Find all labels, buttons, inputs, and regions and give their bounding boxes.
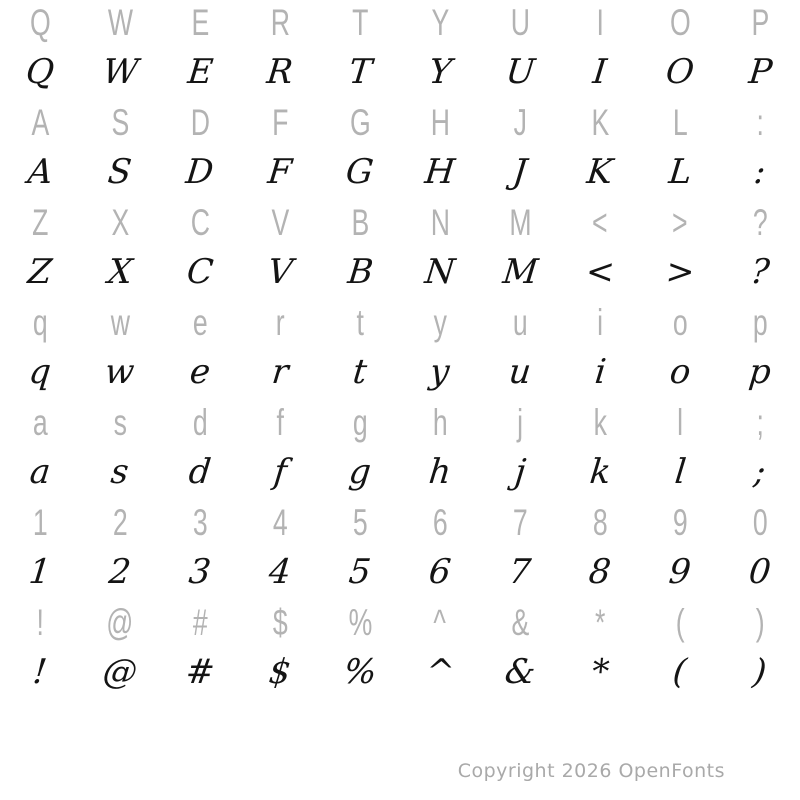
glyph: Z <box>31 201 49 243</box>
glyph: ; <box>756 401 764 443</box>
glyph-cell <box>560 52 640 92</box>
glyph-cell <box>560 552 640 592</box>
glyph: B <box>351 201 369 243</box>
glyph: f <box>271 452 289 492</box>
glyph-cell <box>400 1 480 43</box>
glyph-row-11-reference <box>0 497 800 547</box>
glyph: > <box>672 201 688 243</box>
glyph: w <box>103 352 137 392</box>
glyph: W <box>107 1 133 43</box>
glyph: W <box>100 52 140 92</box>
glyph: ( <box>671 652 689 692</box>
glyph: ) <box>755 601 765 643</box>
glyph: Y <box>426 52 454 92</box>
glyph-cell <box>160 552 240 592</box>
glyph: t <box>356 301 364 343</box>
glyph-cell <box>480 301 560 343</box>
glyph: 2 <box>107 552 133 592</box>
glyph: * <box>594 601 606 643</box>
glyph: & <box>502 652 538 692</box>
glyph: r <box>275 301 285 343</box>
glyph-cell <box>560 101 640 143</box>
glyph: I <box>596 1 604 43</box>
glyph-cell <box>720 252 800 292</box>
glyph-cell <box>320 601 400 643</box>
glyph-cell <box>240 401 320 443</box>
glyph-cell <box>80 152 160 192</box>
glyph-cell <box>560 152 640 192</box>
glyph-cell <box>320 552 400 592</box>
glyph-cell <box>400 52 480 92</box>
glyph: ) <box>751 652 769 692</box>
glyph-cell <box>320 301 400 343</box>
glyph-cell <box>80 401 160 443</box>
glyph: S <box>106 152 134 192</box>
glyph-cell <box>0 101 80 143</box>
glyph-cell <box>720 352 800 392</box>
glyph: : <box>756 101 764 143</box>
glyph-cell <box>720 601 800 643</box>
glyph-cell <box>320 201 400 243</box>
glyph: i <box>597 301 603 343</box>
glyph-cell <box>80 1 160 43</box>
glyph-cell <box>0 552 80 592</box>
glyph: P <box>751 1 769 43</box>
glyph-cell <box>240 452 320 492</box>
glyph: U <box>503 52 537 92</box>
glyph: 7 <box>512 501 528 543</box>
glyph: # <box>192 601 208 643</box>
glyph: f <box>276 401 284 443</box>
glyph-row-13-reference <box>0 597 800 647</box>
glyph-cell <box>720 401 800 443</box>
glyph-cell <box>400 201 480 243</box>
glyph-cell <box>240 101 320 143</box>
glyph: Y <box>431 1 449 43</box>
glyph-cell <box>320 1 400 43</box>
glyph: X <box>105 252 135 292</box>
glyph: 2 <box>112 501 128 543</box>
glyph: L <box>666 152 694 192</box>
glyph: O <box>669 1 691 43</box>
glyph-row-10-script <box>0 447 800 497</box>
glyph-cell <box>160 352 240 392</box>
glyph: K <box>585 152 615 192</box>
glyph-cell <box>0 652 80 692</box>
glyph-cell <box>560 601 640 643</box>
glyph: 6 <box>432 501 448 543</box>
glyph-cell <box>640 652 720 692</box>
glyph: e <box>187 352 213 392</box>
glyph: ? <box>748 252 772 292</box>
glyph-cell <box>400 352 480 392</box>
glyph: s <box>113 401 127 443</box>
glyph-cell <box>320 252 400 292</box>
glyph-cell <box>240 601 320 643</box>
glyph-cell <box>0 201 80 243</box>
glyph: 0 <box>752 501 768 543</box>
glyph-cell <box>160 252 240 292</box>
glyph-cell <box>720 301 800 343</box>
glyph: : <box>752 152 768 192</box>
glyph: D <box>190 101 210 143</box>
glyph: 6 <box>427 552 453 592</box>
glyph-cell <box>720 552 800 592</box>
glyph-cell <box>240 252 320 292</box>
glyph-row-9-reference <box>0 397 800 447</box>
glyph-cell <box>0 352 80 392</box>
glyph: ; <box>752 452 768 492</box>
glyph: k <box>587 452 613 492</box>
glyph-cell <box>0 252 80 292</box>
glyph: C <box>190 201 210 243</box>
glyph-cell <box>480 601 560 643</box>
glyph-row-2-script <box>0 47 800 97</box>
glyph: s <box>109 452 131 492</box>
glyph-cell <box>560 301 640 343</box>
glyph-cell <box>320 501 400 543</box>
glyph: T <box>351 1 369 43</box>
glyph-row-8-script <box>0 347 800 397</box>
glyph: 8 <box>587 552 613 592</box>
glyph: H <box>430 101 450 143</box>
glyph-cell <box>80 252 160 292</box>
glyph: < <box>592 201 608 243</box>
glyph-cell <box>240 501 320 543</box>
glyph: F <box>266 152 294 192</box>
glyph: N <box>430 201 450 243</box>
glyph: @ <box>100 652 140 692</box>
glyph: $ <box>272 601 288 643</box>
glyph-cell <box>480 501 560 543</box>
glyph-cell <box>160 1 240 43</box>
glyph-cell <box>80 601 160 643</box>
glyph: % <box>341 652 379 692</box>
glyph: ^ <box>423 652 457 692</box>
glyph-cell <box>480 1 560 43</box>
glyph: Q <box>23 52 57 92</box>
glyph-cell <box>640 201 720 243</box>
glyph-cell <box>640 52 720 92</box>
glyph: r <box>269 352 291 392</box>
glyph: y <box>433 301 447 343</box>
glyph: p <box>747 352 773 392</box>
glyph-cell <box>640 152 720 192</box>
glyph-row-5-reference <box>0 197 800 247</box>
glyph: M <box>508 201 532 243</box>
glyph-cell <box>320 152 400 192</box>
glyph: ! <box>31 652 49 692</box>
glyph-cell <box>320 352 400 392</box>
glyph-cell <box>640 452 720 492</box>
glyph: O <box>663 52 697 92</box>
glyph-cell <box>0 501 80 543</box>
glyph: A <box>31 101 49 143</box>
glyph-cell <box>720 52 800 92</box>
glyph-cell <box>560 1 640 43</box>
glyph-cell <box>240 352 320 392</box>
glyph-cell <box>480 401 560 443</box>
glyph: R <box>265 52 295 92</box>
glyph: p <box>752 301 768 343</box>
glyph: @ <box>106 601 134 643</box>
glyph-cell <box>320 452 400 492</box>
glyph-cell <box>560 352 640 392</box>
glyph: h <box>426 452 454 492</box>
glyph-cell <box>400 601 480 643</box>
glyph-cell <box>560 452 640 492</box>
glyph: 9 <box>667 552 693 592</box>
glyph-cell <box>160 152 240 192</box>
glyph: t <box>351 352 369 392</box>
glyph: k <box>593 401 607 443</box>
glyph: E <box>191 1 209 43</box>
glyph-row-14-script <box>0 647 800 697</box>
glyph-cell <box>720 1 800 43</box>
glyph-cell <box>480 201 560 243</box>
glyph: u <box>506 352 534 392</box>
glyph-cell <box>720 652 800 692</box>
glyph: C <box>184 252 216 292</box>
glyph-cell <box>560 501 640 543</box>
glyph-cell <box>160 401 240 443</box>
glyph: P <box>746 52 774 92</box>
glyph: A <box>25 152 55 192</box>
glyph: 9 <box>672 501 688 543</box>
glyph: G <box>349 101 371 143</box>
glyph-cell <box>400 152 480 192</box>
glyph-cell <box>80 652 160 692</box>
glyph: ( <box>675 601 685 643</box>
glyph: > <box>663 252 697 292</box>
glyph-cell <box>400 301 480 343</box>
glyph: Z <box>26 252 54 292</box>
glyph: 8 <box>592 501 608 543</box>
glyph-cell <box>160 652 240 692</box>
glyph: H <box>423 152 457 192</box>
glyph-cell <box>480 252 560 292</box>
glyph: ? <box>752 201 768 243</box>
glyph-cell <box>400 652 480 692</box>
glyph: 4 <box>267 552 293 592</box>
glyph: e <box>192 301 208 343</box>
glyph: V <box>271 201 289 243</box>
glyph: l <box>672 452 688 492</box>
glyph-cell <box>240 301 320 343</box>
glyph: a <box>32 401 48 443</box>
glyph-cell <box>400 501 480 543</box>
glyph-row-3-reference <box>0 97 800 147</box>
glyph-cell <box>560 252 640 292</box>
glyph: I <box>591 52 609 92</box>
glyph: S <box>111 101 129 143</box>
glyph-cell <box>240 152 320 192</box>
glyph-cell <box>320 652 400 692</box>
glyph-row-7-reference <box>0 297 800 347</box>
glyph-cell <box>240 652 320 692</box>
glyph-cell <box>640 301 720 343</box>
glyph-cell <box>240 1 320 43</box>
glyph: % <box>348 601 372 643</box>
glyph-cell <box>160 52 240 92</box>
glyph-cell <box>0 301 80 343</box>
glyph-cell <box>240 201 320 243</box>
glyph: 3 <box>192 501 208 543</box>
glyph-cell <box>720 452 800 492</box>
glyph-cell <box>0 152 80 192</box>
glyph: 5 <box>352 501 368 543</box>
glyph-cell <box>80 101 160 143</box>
glyph-cell <box>720 101 800 143</box>
glyph: D <box>184 152 216 192</box>
glyph-cell <box>720 201 800 243</box>
glyph-cell <box>480 552 560 592</box>
glyph-cell <box>160 601 240 643</box>
glyph-cell <box>560 652 640 692</box>
glyph: $ <box>267 652 293 692</box>
glyph-cell <box>480 101 560 143</box>
glyph: 1 <box>32 501 48 543</box>
glyph: T <box>346 52 374 92</box>
glyph: L <box>672 101 688 143</box>
glyph-cell <box>240 52 320 92</box>
glyph: q <box>27 352 53 392</box>
glyph-cell <box>560 401 640 443</box>
glyph: u <box>512 301 528 343</box>
glyph-cell <box>80 552 160 592</box>
glyph: J <box>511 152 529 192</box>
glyph-cell <box>160 501 240 543</box>
glyph-cell <box>400 401 480 443</box>
glyph-cell <box>0 452 80 492</box>
glyph-cell <box>80 501 160 543</box>
glyph-cell <box>640 101 720 143</box>
glyph: F <box>271 101 289 143</box>
glyph-cell <box>400 452 480 492</box>
glyph-cell <box>640 252 720 292</box>
glyph-row-6-script <box>0 247 800 297</box>
glyph-cell <box>480 152 560 192</box>
glyph-cell <box>80 301 160 343</box>
glyph: 5 <box>347 552 373 592</box>
glyph: 0 <box>747 552 773 592</box>
glyph-cell <box>640 1 720 43</box>
glyph-cell <box>480 652 560 692</box>
glyph-cell <box>640 501 720 543</box>
glyph-row-12-script <box>0 547 800 597</box>
glyph-cell <box>720 152 800 192</box>
glyph-cell <box>320 52 400 92</box>
glyph: d <box>192 401 208 443</box>
glyph-cell <box>320 401 400 443</box>
glyph: ! <box>36 601 44 643</box>
glyph: j <box>512 452 528 492</box>
glyph-cell <box>640 601 720 643</box>
glyph-cell <box>400 552 480 592</box>
glyph: < <box>583 252 617 292</box>
glyph-cell <box>80 52 160 92</box>
glyph-cell <box>400 252 480 292</box>
glyph-cell <box>160 452 240 492</box>
glyph: d <box>187 452 213 492</box>
glyph: J <box>513 101 527 143</box>
glyph: 7 <box>507 552 533 592</box>
glyph: M <box>500 252 540 292</box>
glyph: K <box>591 101 609 143</box>
glyph: G <box>344 152 376 192</box>
glyph-cell <box>640 552 720 592</box>
glyph: V <box>265 252 295 292</box>
glyph: g <box>347 452 373 492</box>
glyph: ^ <box>433 601 447 643</box>
glyph-cell <box>80 352 160 392</box>
glyph: R <box>270 1 290 43</box>
glyph-cell <box>480 452 560 492</box>
glyph: X <box>111 201 129 243</box>
glyph: 4 <box>272 501 288 543</box>
glyph: N <box>423 252 457 292</box>
glyph-cell <box>400 101 480 143</box>
glyph-cell <box>80 201 160 243</box>
glyph: B <box>345 252 375 292</box>
glyph-row-1-reference <box>0 0 800 47</box>
glyph-cell <box>720 501 800 543</box>
glyph: U <box>510 1 530 43</box>
glyph: 1 <box>27 552 53 592</box>
glyph: # <box>183 652 217 692</box>
glyph: h <box>432 401 448 443</box>
glyph: y <box>428 352 452 392</box>
glyph: g <box>352 401 368 443</box>
glyph-cell <box>80 452 160 492</box>
glyph-cell <box>0 401 80 443</box>
glyph: o <box>667 352 693 392</box>
copyright-notice: Copyright 2026 OpenFonts <box>457 760 725 782</box>
glyph-cell <box>0 1 80 43</box>
glyph: j <box>517 401 523 443</box>
glyph-row-4-script <box>0 147 800 197</box>
glyph-cell <box>560 201 640 243</box>
glyph-cell <box>160 201 240 243</box>
glyph-cell <box>0 601 80 643</box>
glyph-cell <box>320 101 400 143</box>
glyph: l <box>677 401 683 443</box>
glyph-cell <box>480 352 560 392</box>
glyph-cell <box>480 52 560 92</box>
glyph: Q <box>29 1 51 43</box>
glyph: 3 <box>187 552 213 592</box>
glyph: w <box>110 301 130 343</box>
glyph-cell <box>160 301 240 343</box>
glyph-cell <box>160 101 240 143</box>
glyph-cell <box>640 401 720 443</box>
glyph: a <box>27 452 53 492</box>
glyph: * <box>589 652 611 692</box>
glyph: i <box>592 352 608 392</box>
glyph-cell <box>0 52 80 92</box>
glyph: E <box>185 52 215 92</box>
glyph: q <box>32 301 48 343</box>
glyph-cell <box>640 352 720 392</box>
glyph-cell <box>240 552 320 592</box>
glyph: o <box>672 301 688 343</box>
glyph: & <box>511 601 529 643</box>
